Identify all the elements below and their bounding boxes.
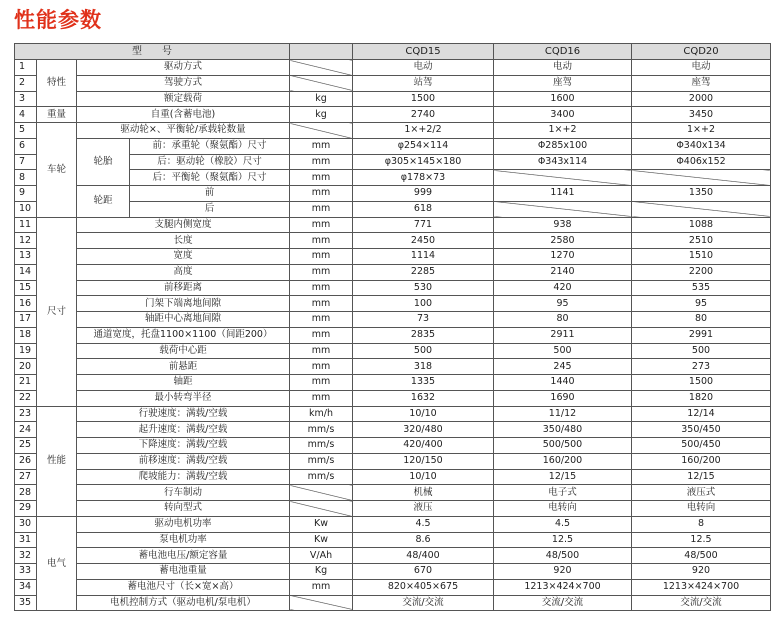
table-row xyxy=(15,579,771,595)
value-cell: Φ343x114 xyxy=(494,154,632,170)
value-cell: 771 xyxy=(353,217,494,233)
param-name: 后：驱动轮（橡胶）尺寸 xyxy=(130,154,290,170)
unit-cell: V/Ah xyxy=(290,548,353,564)
unit-cell: mm/s xyxy=(290,422,353,438)
unit-cell: mm xyxy=(290,579,353,595)
value-cell: 80 xyxy=(494,312,632,328)
value-cell: 500/500 xyxy=(494,438,632,454)
value-cell: 2991 xyxy=(632,327,771,343)
table-row xyxy=(15,359,771,375)
value-cell: 12.5 xyxy=(494,532,632,548)
value-cell: 920 xyxy=(494,564,632,580)
param-name: 驱动电机功率 xyxy=(77,516,290,532)
value-cell: 95 xyxy=(494,296,632,312)
row-number: 10 xyxy=(15,201,37,217)
unit-cell xyxy=(290,485,353,501)
value-cell: Φ340x134 xyxy=(632,138,771,154)
value-cell: 12/14 xyxy=(632,406,771,422)
param-name: 蓄电池重量 xyxy=(77,564,290,580)
value-cell: 160/200 xyxy=(632,453,771,469)
param-name: 后 xyxy=(130,201,290,217)
value-cell: 电转向 xyxy=(494,501,632,517)
value-cell: 3450 xyxy=(632,107,771,123)
value-cell: 48/400 xyxy=(353,548,494,564)
unit-cell: mm xyxy=(290,359,353,375)
value-cell: 1×+2 xyxy=(632,123,771,139)
group-label: 电气 xyxy=(37,516,77,611)
param-name: 蓄电池尺寸（长×宽×高） xyxy=(77,579,290,595)
value-cell: 电转向 xyxy=(632,501,771,517)
unit-cell xyxy=(290,60,353,76)
row-number: 23 xyxy=(15,406,37,422)
param-name: 驾驶方式 xyxy=(77,75,290,91)
row-number: 5 xyxy=(15,123,37,139)
page-title: 性能参数 xyxy=(14,8,102,32)
unit-cell: mm xyxy=(290,312,353,328)
unit-cell xyxy=(290,501,353,517)
unit-cell: mm xyxy=(290,390,353,406)
param-name: 驱动方式 xyxy=(77,60,290,76)
value-cell: 2140 xyxy=(494,264,632,280)
table-row xyxy=(15,60,771,76)
value-cell: 530 xyxy=(353,280,494,296)
param-name: 泵电机功率 xyxy=(77,532,290,548)
unit-cell xyxy=(290,75,353,91)
value-cell: 73 xyxy=(353,312,494,328)
value-cell: 1114 xyxy=(353,249,494,265)
value-cell: 1500 xyxy=(632,375,771,391)
value-cell: 12/15 xyxy=(494,469,632,485)
table-row xyxy=(15,469,771,485)
row-number: 12 xyxy=(15,233,37,249)
row-number: 18 xyxy=(15,327,37,343)
value-cell: 420 xyxy=(494,280,632,296)
table-row xyxy=(15,233,771,249)
row-number: 31 xyxy=(15,532,37,548)
value-cell: 350/480 xyxy=(494,422,632,438)
group-label: 特性 xyxy=(37,60,77,107)
value-cell: 电子式 xyxy=(494,485,632,501)
value-cell: 245 xyxy=(494,359,632,375)
empty-cell xyxy=(494,170,632,186)
unit-cell: Kg xyxy=(290,564,353,580)
param-name: 行车制动 xyxy=(77,485,290,501)
value-cell: 交流/交流 xyxy=(353,595,494,611)
value-cell: 535 xyxy=(632,280,771,296)
value-cell: 2510 xyxy=(632,233,771,249)
row-number: 26 xyxy=(15,453,37,469)
value-cell: 2835 xyxy=(353,327,494,343)
table-row xyxy=(15,327,771,343)
unit-cell: mm xyxy=(290,138,353,154)
value-cell: 2285 xyxy=(353,264,494,280)
value-cell: 938 xyxy=(494,217,632,233)
param-name: 起升速度：满载/空载 xyxy=(77,422,290,438)
header-unit-slash xyxy=(290,44,353,60)
param-name: 通道宽度，托盘1100×1100（间距200） xyxy=(77,327,290,343)
group-label: 重量 xyxy=(37,107,77,123)
unit-cell: kg xyxy=(290,91,353,107)
row-number: 35 xyxy=(15,595,37,611)
param-name: 门架下端离地间隙 xyxy=(77,296,290,312)
value-cell: 液压式 xyxy=(632,485,771,501)
value-cell: 2580 xyxy=(494,233,632,249)
unit-cell: mm xyxy=(290,186,353,202)
row-number: 2 xyxy=(15,75,37,91)
value-cell: 1141 xyxy=(494,186,632,202)
table-row xyxy=(15,595,771,611)
table-row xyxy=(15,548,771,564)
value-cell: 820×405×675 xyxy=(353,579,494,595)
value-cell: 1270 xyxy=(494,249,632,265)
value-cell: φ305×145×180 xyxy=(353,154,494,170)
value-cell: 500 xyxy=(353,343,494,359)
value-cell: 1×+2 xyxy=(494,123,632,139)
param-name: 高度 xyxy=(77,264,290,280)
row-number: 9 xyxy=(15,186,37,202)
value-cell: 670 xyxy=(353,564,494,580)
row-number: 19 xyxy=(15,343,37,359)
unit-cell: mm xyxy=(290,343,353,359)
value-cell: 1820 xyxy=(632,390,771,406)
value-cell: 1×+2/2 xyxy=(353,123,494,139)
row-number: 27 xyxy=(15,469,37,485)
unit-cell: mm xyxy=(290,280,353,296)
unit-cell: mm xyxy=(290,249,353,265)
param-name: 长度 xyxy=(77,233,290,249)
group-label: 车轮 xyxy=(37,123,77,218)
param-name: 轴距中心离地间隙 xyxy=(77,312,290,328)
table-row xyxy=(15,91,771,107)
value-cell: 4.5 xyxy=(353,516,494,532)
unit-cell: Kw xyxy=(290,532,353,548)
value-cell: 座驾 xyxy=(632,75,771,91)
header-item: 型 号 xyxy=(15,44,290,60)
value-cell: 95 xyxy=(632,296,771,312)
value-cell: 12.5 xyxy=(632,532,771,548)
subgroup-label: 轮胎 xyxy=(77,138,130,185)
row-number: 15 xyxy=(15,280,37,296)
value-cell: 120/150 xyxy=(353,453,494,469)
row-number: 11 xyxy=(15,217,37,233)
value-cell: 1510 xyxy=(632,249,771,265)
table-row xyxy=(15,564,771,580)
value-cell: 48/500 xyxy=(494,548,632,564)
row-number: 17 xyxy=(15,312,37,328)
value-cell: 2450 xyxy=(353,233,494,249)
param-name: 驱动轮×、平衡轮/承载轮数量 xyxy=(77,123,290,139)
row-number: 3 xyxy=(15,91,37,107)
value-cell: 1213×424×700 xyxy=(632,579,771,595)
value-cell: 1350 xyxy=(632,186,771,202)
table-row xyxy=(15,217,771,233)
header-model: CQD20 xyxy=(632,44,771,60)
table-row xyxy=(15,453,771,469)
value-cell: 液压 xyxy=(353,501,494,517)
param-name: 前：承重轮（聚氨酯）尺寸 xyxy=(130,138,290,154)
table-row xyxy=(15,501,771,517)
value-cell: 11/12 xyxy=(494,406,632,422)
value-cell: 交流/交流 xyxy=(632,595,771,611)
value-cell: 电动 xyxy=(353,60,494,76)
table-row xyxy=(15,138,771,154)
row-number: 28 xyxy=(15,485,37,501)
table-row xyxy=(15,75,771,91)
table-row xyxy=(15,516,771,532)
value-cell: 12/15 xyxy=(632,469,771,485)
value-cell: 920 xyxy=(632,564,771,580)
row-number: 33 xyxy=(15,564,37,580)
table-row xyxy=(15,186,771,202)
row-number: 22 xyxy=(15,390,37,406)
row-number: 29 xyxy=(15,501,37,517)
row-number: 6 xyxy=(15,138,37,154)
param-name: 下降速度：满载/空载 xyxy=(77,438,290,454)
table-row xyxy=(15,406,771,422)
table-row xyxy=(15,249,771,265)
value-cell: 618 xyxy=(353,201,494,217)
value-cell: 10/10 xyxy=(353,406,494,422)
empty-cell xyxy=(632,201,771,217)
value-cell: 500 xyxy=(494,343,632,359)
row-number: 34 xyxy=(15,579,37,595)
value-cell: 100 xyxy=(353,296,494,312)
unit-cell: mm/s xyxy=(290,438,353,454)
row-number: 32 xyxy=(15,548,37,564)
unit-cell xyxy=(290,123,353,139)
table-row xyxy=(15,296,771,312)
unit-cell: mm xyxy=(290,170,353,186)
value-cell: 350/450 xyxy=(632,422,771,438)
table-row xyxy=(15,438,771,454)
row-number: 16 xyxy=(15,296,37,312)
value-cell: 318 xyxy=(353,359,494,375)
header-model: CQD15 xyxy=(353,44,494,60)
value-cell: 1088 xyxy=(632,217,771,233)
value-cell: 2740 xyxy=(353,107,494,123)
unit-cell: kg xyxy=(290,107,353,123)
param-name: 前移速度：满载/空载 xyxy=(77,453,290,469)
param-name: 爬坡能力：满载/空载 xyxy=(77,469,290,485)
row-number: 8 xyxy=(15,170,37,186)
value-cell: Φ285x100 xyxy=(494,138,632,154)
row-number: 7 xyxy=(15,154,37,170)
row-number: 20 xyxy=(15,359,37,375)
value-cell: 2911 xyxy=(494,327,632,343)
row-number: 30 xyxy=(15,516,37,532)
table-row xyxy=(15,280,771,296)
table-row xyxy=(15,123,771,139)
param-name: 前 xyxy=(130,186,290,202)
value-cell: 500 xyxy=(632,343,771,359)
row-number: 13 xyxy=(15,249,37,265)
value-cell: 48/500 xyxy=(632,548,771,564)
value-cell: 2000 xyxy=(632,91,771,107)
table-row xyxy=(15,312,771,328)
unit-cell: mm xyxy=(290,154,353,170)
empty-cell xyxy=(494,201,632,217)
value-cell: 500/450 xyxy=(632,438,771,454)
value-cell: 座驾 xyxy=(494,75,632,91)
unit-cell: km/h xyxy=(290,406,353,422)
table-row xyxy=(15,485,771,501)
value-cell: 1600 xyxy=(494,91,632,107)
row-number: 1 xyxy=(15,60,37,76)
param-name: 电机控制方式（驱动电机/泵电机） xyxy=(77,595,290,611)
table-row xyxy=(15,422,771,438)
value-cell: 机械 xyxy=(353,485,494,501)
subgroup-label: 轮距 xyxy=(77,186,130,218)
table-row xyxy=(15,390,771,406)
value-cell: 电动 xyxy=(494,60,632,76)
param-name: 载荷中心距 xyxy=(77,343,290,359)
unit-cell: mm xyxy=(290,233,353,249)
unit-cell: mm xyxy=(290,201,353,217)
value-cell: 3400 xyxy=(494,107,632,123)
row-number: 14 xyxy=(15,264,37,280)
param-name: 后：平衡轮（聚氨酯）尺寸 xyxy=(130,170,290,186)
param-name: 额定载荷 xyxy=(77,91,290,107)
value-cell: 8 xyxy=(632,516,771,532)
unit-cell: mm/s xyxy=(290,453,353,469)
unit-cell: mm xyxy=(290,217,353,233)
value-cell: 4.5 xyxy=(494,516,632,532)
unit-cell: mm xyxy=(290,296,353,312)
unit-cell: Kw xyxy=(290,516,353,532)
value-cell: 1213×424×700 xyxy=(494,579,632,595)
param-name: 前移距离 xyxy=(77,280,290,296)
group-label: 性能 xyxy=(37,406,77,516)
table-row xyxy=(15,107,771,123)
param-name: 蓄电池电压/额定容量 xyxy=(77,548,290,564)
param-name: 最小转弯半径 xyxy=(77,390,290,406)
value-cell: 电动 xyxy=(632,60,771,76)
value-cell: 420/400 xyxy=(353,438,494,454)
param-name: 转向型式 xyxy=(77,501,290,517)
unit-cell: mm xyxy=(290,264,353,280)
value-cell: φ178×73 xyxy=(353,170,494,186)
spec-table xyxy=(14,43,771,611)
value-cell: 80 xyxy=(632,312,771,328)
table-row xyxy=(15,343,771,359)
param-name: 行驶速度：满载/空载 xyxy=(77,406,290,422)
value-cell: 1440 xyxy=(494,375,632,391)
param-name: 轴距 xyxy=(77,375,290,391)
unit-cell xyxy=(290,595,353,611)
row-number: 4 xyxy=(15,107,37,123)
value-cell: 10/10 xyxy=(353,469,494,485)
header-model: CQD16 xyxy=(494,44,632,60)
table-header xyxy=(15,44,771,60)
value-cell: φ254×114 xyxy=(353,138,494,154)
value-cell: 站驾 xyxy=(353,75,494,91)
value-cell: 160/200 xyxy=(494,453,632,469)
value-cell: 1335 xyxy=(353,375,494,391)
unit-cell: mm/s xyxy=(290,469,353,485)
param-name: 宽度 xyxy=(77,249,290,265)
unit-cell: mm xyxy=(290,327,353,343)
value-cell: 8.6 xyxy=(353,532,494,548)
row-number: 24 xyxy=(15,422,37,438)
table-row xyxy=(15,375,771,391)
value-cell: 2200 xyxy=(632,264,771,280)
value-cell: 1690 xyxy=(494,390,632,406)
value-cell: 1500 xyxy=(353,91,494,107)
value-cell: 273 xyxy=(632,359,771,375)
row-number: 21 xyxy=(15,375,37,391)
empty-cell xyxy=(632,170,771,186)
value-cell: 交流/交流 xyxy=(494,595,632,611)
param-name: 前悬距 xyxy=(77,359,290,375)
spec-table-body xyxy=(15,44,771,611)
value-cell: 999 xyxy=(353,186,494,202)
value-cell: Φ406x152 xyxy=(632,154,771,170)
table-row xyxy=(15,532,771,548)
row-number: 25 xyxy=(15,438,37,454)
unit-cell: mm xyxy=(290,375,353,391)
value-cell: 320/480 xyxy=(353,422,494,438)
group-label: 尺寸 xyxy=(37,217,77,406)
param-name: 支腿内侧宽度 xyxy=(77,217,290,233)
param-name: 自重(含蓄电池) xyxy=(77,107,290,123)
table-row xyxy=(15,264,771,280)
value-cell: 1632 xyxy=(353,390,494,406)
